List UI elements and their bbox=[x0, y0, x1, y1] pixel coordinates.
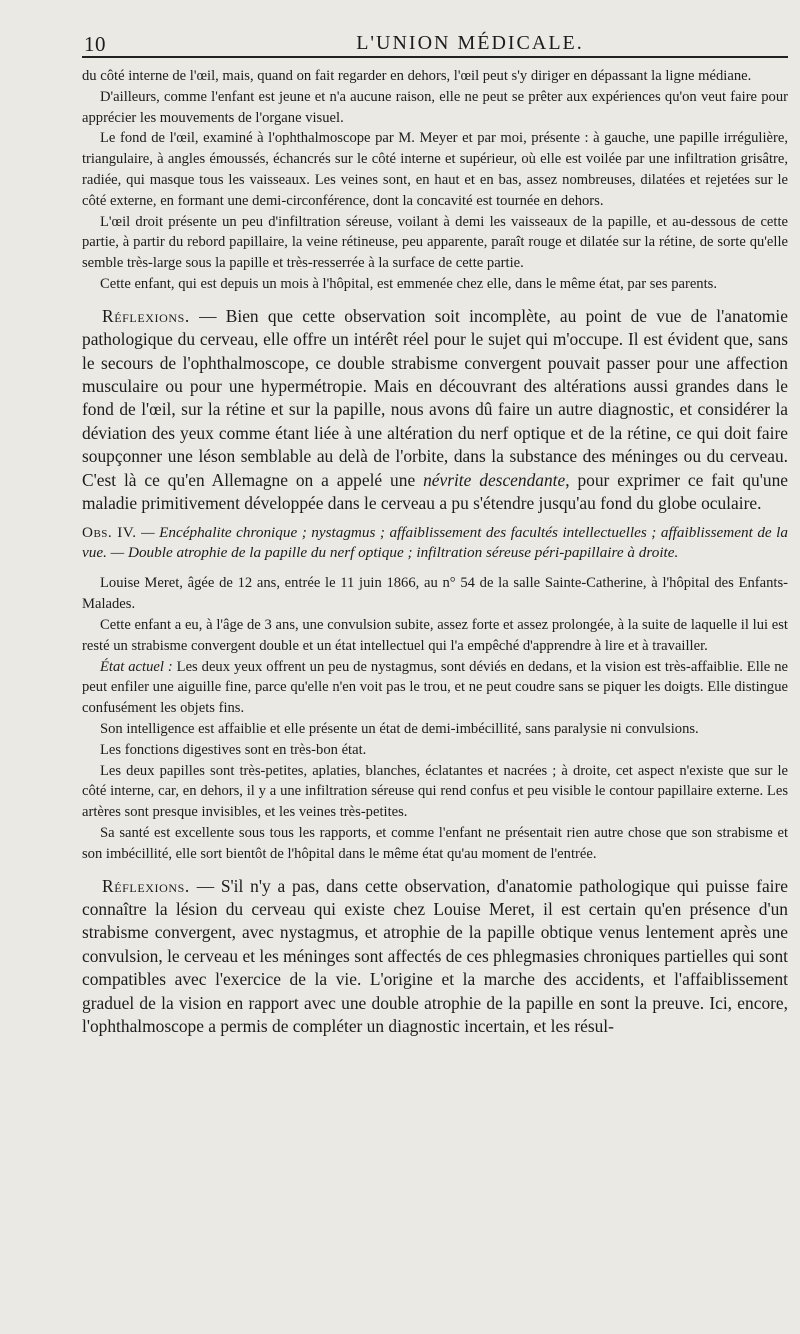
paragraph: Les deux papilles sont très-petites, aplaties, blanches, éclatantes et nacrées ; à droite, cet aspect n'existe que sur le côté interne, car, en dehors, il y a une infiltration séreuse qui rend confus et peu visible le contour papillaire externe. Les artères sont presque invisibles, et les veines très-petites. bbox=[82, 762, 788, 821]
paragraph: Son intelligence est affaiblie et elle présente un état de demi-imbécillité, sans paralysie ni convulsions. bbox=[100, 721, 699, 737]
paragraph: du côté interne de l'œil, mais, quand on fait regarder en dehors, l'œil peut s'y diriger en dépassant la ligne médiane. bbox=[82, 68, 752, 84]
paragraph: Les fonctions digestives sont en très-bon état. bbox=[100, 741, 367, 758]
observation-title: — Encéphalite chronique ; nystagmus ; affaiblissement des facultés intellectuelles ; affaiblissement de la vue. — Double atrophie de la papille du nerf optique ; infiltration séreuse péri-papillaire à droite. bbox=[82, 524, 788, 562]
paragraph: Sa santé est excellente sous tous les rapports, et comme l'enfant ne présentait rien autre chose que son strabisme et son imbécillité, elle sort bientôt de l'hôpital dans le même état qu'au moment de l'entrée. bbox=[82, 824, 788, 862]
reflexions-label: Réflexions. bbox=[102, 305, 190, 326]
paragraph: L'œil droit présente un peu d'infiltration séreuse, voilant à demi les vaisseaux de la papille, et au-dessous de cette partie, à partir du rebord papillaire, la veine rétineuse, peu apparente, paraît rouge et dilatée sur la rétine, de sorte qu'elle semble très-large sous la papille et très-resserrée à la surface de cette partie. bbox=[82, 213, 788, 272]
reflexions-paragraph: Réflexions. — Bien que cette observation soit incomplète, au point de vue de l'anatomie pathologique du cerveau, elle offre un intérêt réel pour le sujet qui m'occupe. Il est évident que, sans le secours de l'ophthalmoscope, ce double strabisme convergent pouvait passer pour une affection musculaire ou pour une hypermétropie. Mais en découvrant des altérations aussi grandes dans le fond de l'œil, sur la rétine et sur la papille, nous avons dû faire un autre diagnostic, et considérer la déviation des yeux comme étant liée à une altération du nerf optique et de la rétine, ce qui doit faire soupçonner une léson semblable au delà de l'orbite, dans la substance des méninges ou du cerveau. C'est là ce qu'en Allemagne on a appelé une névrite descendante, pour exprimer ce fait qu'une maladie primitivement développée dans le cerveau a pu s'étendre jusqu'au fond du globe oculaire. bbox=[82, 305, 788, 514]
observation-label: Obs. IV. bbox=[82, 524, 137, 542]
paragraph: Louise Meret, âgée de 12 ans, entrée le 11 juin 1866, au n° 54 de la salle Sainte-Catherine, à l'hôpital des Enfants-Malades. bbox=[82, 575, 788, 613]
paragraph: Cette enfant a eu, à l'âge de 3 ans, une convulsion subite, assez forte et assez prolongée, à la suite de laquelle il lui est resté un strabisme convergent double et un état intellectuel qui l'a empêché d'apprendre à lire et à travailler. bbox=[82, 617, 788, 654]
observation-heading bbox=[82, 523, 788, 563]
reflexions-label: Réflexions. bbox=[102, 875, 190, 896]
etat-actuel-label: État actuel : bbox=[100, 658, 173, 675]
reflexions-section-2 bbox=[82, 875, 788, 1039]
emphasis-text: névrite descendante bbox=[423, 469, 566, 490]
paragraph: Le fond de l'œil, examiné à l'ophthalmoscope par M. Meyer et par moi, présente : à gauche, une papille irrégulière, triangulaire, à angles émoussés, échancrés sur le côté interne et supérieur, où elle est voilée par une infiltration grisâtre, radiée, qui masque tous les vaisseaux. Les veines sont, en haut et en bas, assez nombreuses, dilatées et rejetées sur le côté externe, en formant une demi-circonférence, dont la concavité est tournée en dehors. bbox=[82, 130, 788, 209]
page-header bbox=[82, 26, 788, 58]
paragraph: D'ailleurs, comme l'enfant est jeune et n'a aucune raison, elle ne peut se prêter aux expériences qu'on veut faire pour apprécier les mouvements de l'organe visuel. bbox=[82, 88, 788, 126]
reflexions-paragraph: Réflexions. — S'il n'y a pas, dans cette observation, d'anatomie pathologique qui puisse faire connaître la lésion du cerveau qui existe chez Louise Meret, il est certain qu'en présence d'un strabisme convergent, avec nystagmus, et atrophie de la papille obtique venus lentement après une convulsion, le cerveau et les méninges sont affectés de ces phlegmasies chroniques partielles qui sont compatibles avec l'exercice de la vie. L'origine et la marche des accidents, et l'affaiblissement graduel de la vision en rapport avec une double atrophie de la papille en sont la preuve. Ici, encore, l'ophthalmoscope a permis de compléter un diagnostic incertain, et les résul- bbox=[82, 875, 788, 1037]
observation-body bbox=[82, 573, 788, 864]
observation-continuation bbox=[82, 66, 788, 295]
journal-title: L'UNION MÉDICALE. bbox=[356, 32, 584, 54]
reflexions-section-1 bbox=[82, 305, 788, 516]
paragraph: Cette enfant, qui est depuis un mois à l'hôpital, est emmenée chez elle, dans le même état, par ses parents. bbox=[100, 275, 717, 292]
page-number: 10 bbox=[84, 32, 106, 56]
paragraph: État actuel : Les deux yeux offrent un peu de nystagmus, sont déviés en dedans, et la vision est très-affaiblie. Elle ne peut enfiler une aiguille fine, parce qu'elle n'en voit pas le trou, et ne peut coudre sans se piquer les doigts. Elle distingue confusément les objets fins. bbox=[82, 658, 788, 717]
